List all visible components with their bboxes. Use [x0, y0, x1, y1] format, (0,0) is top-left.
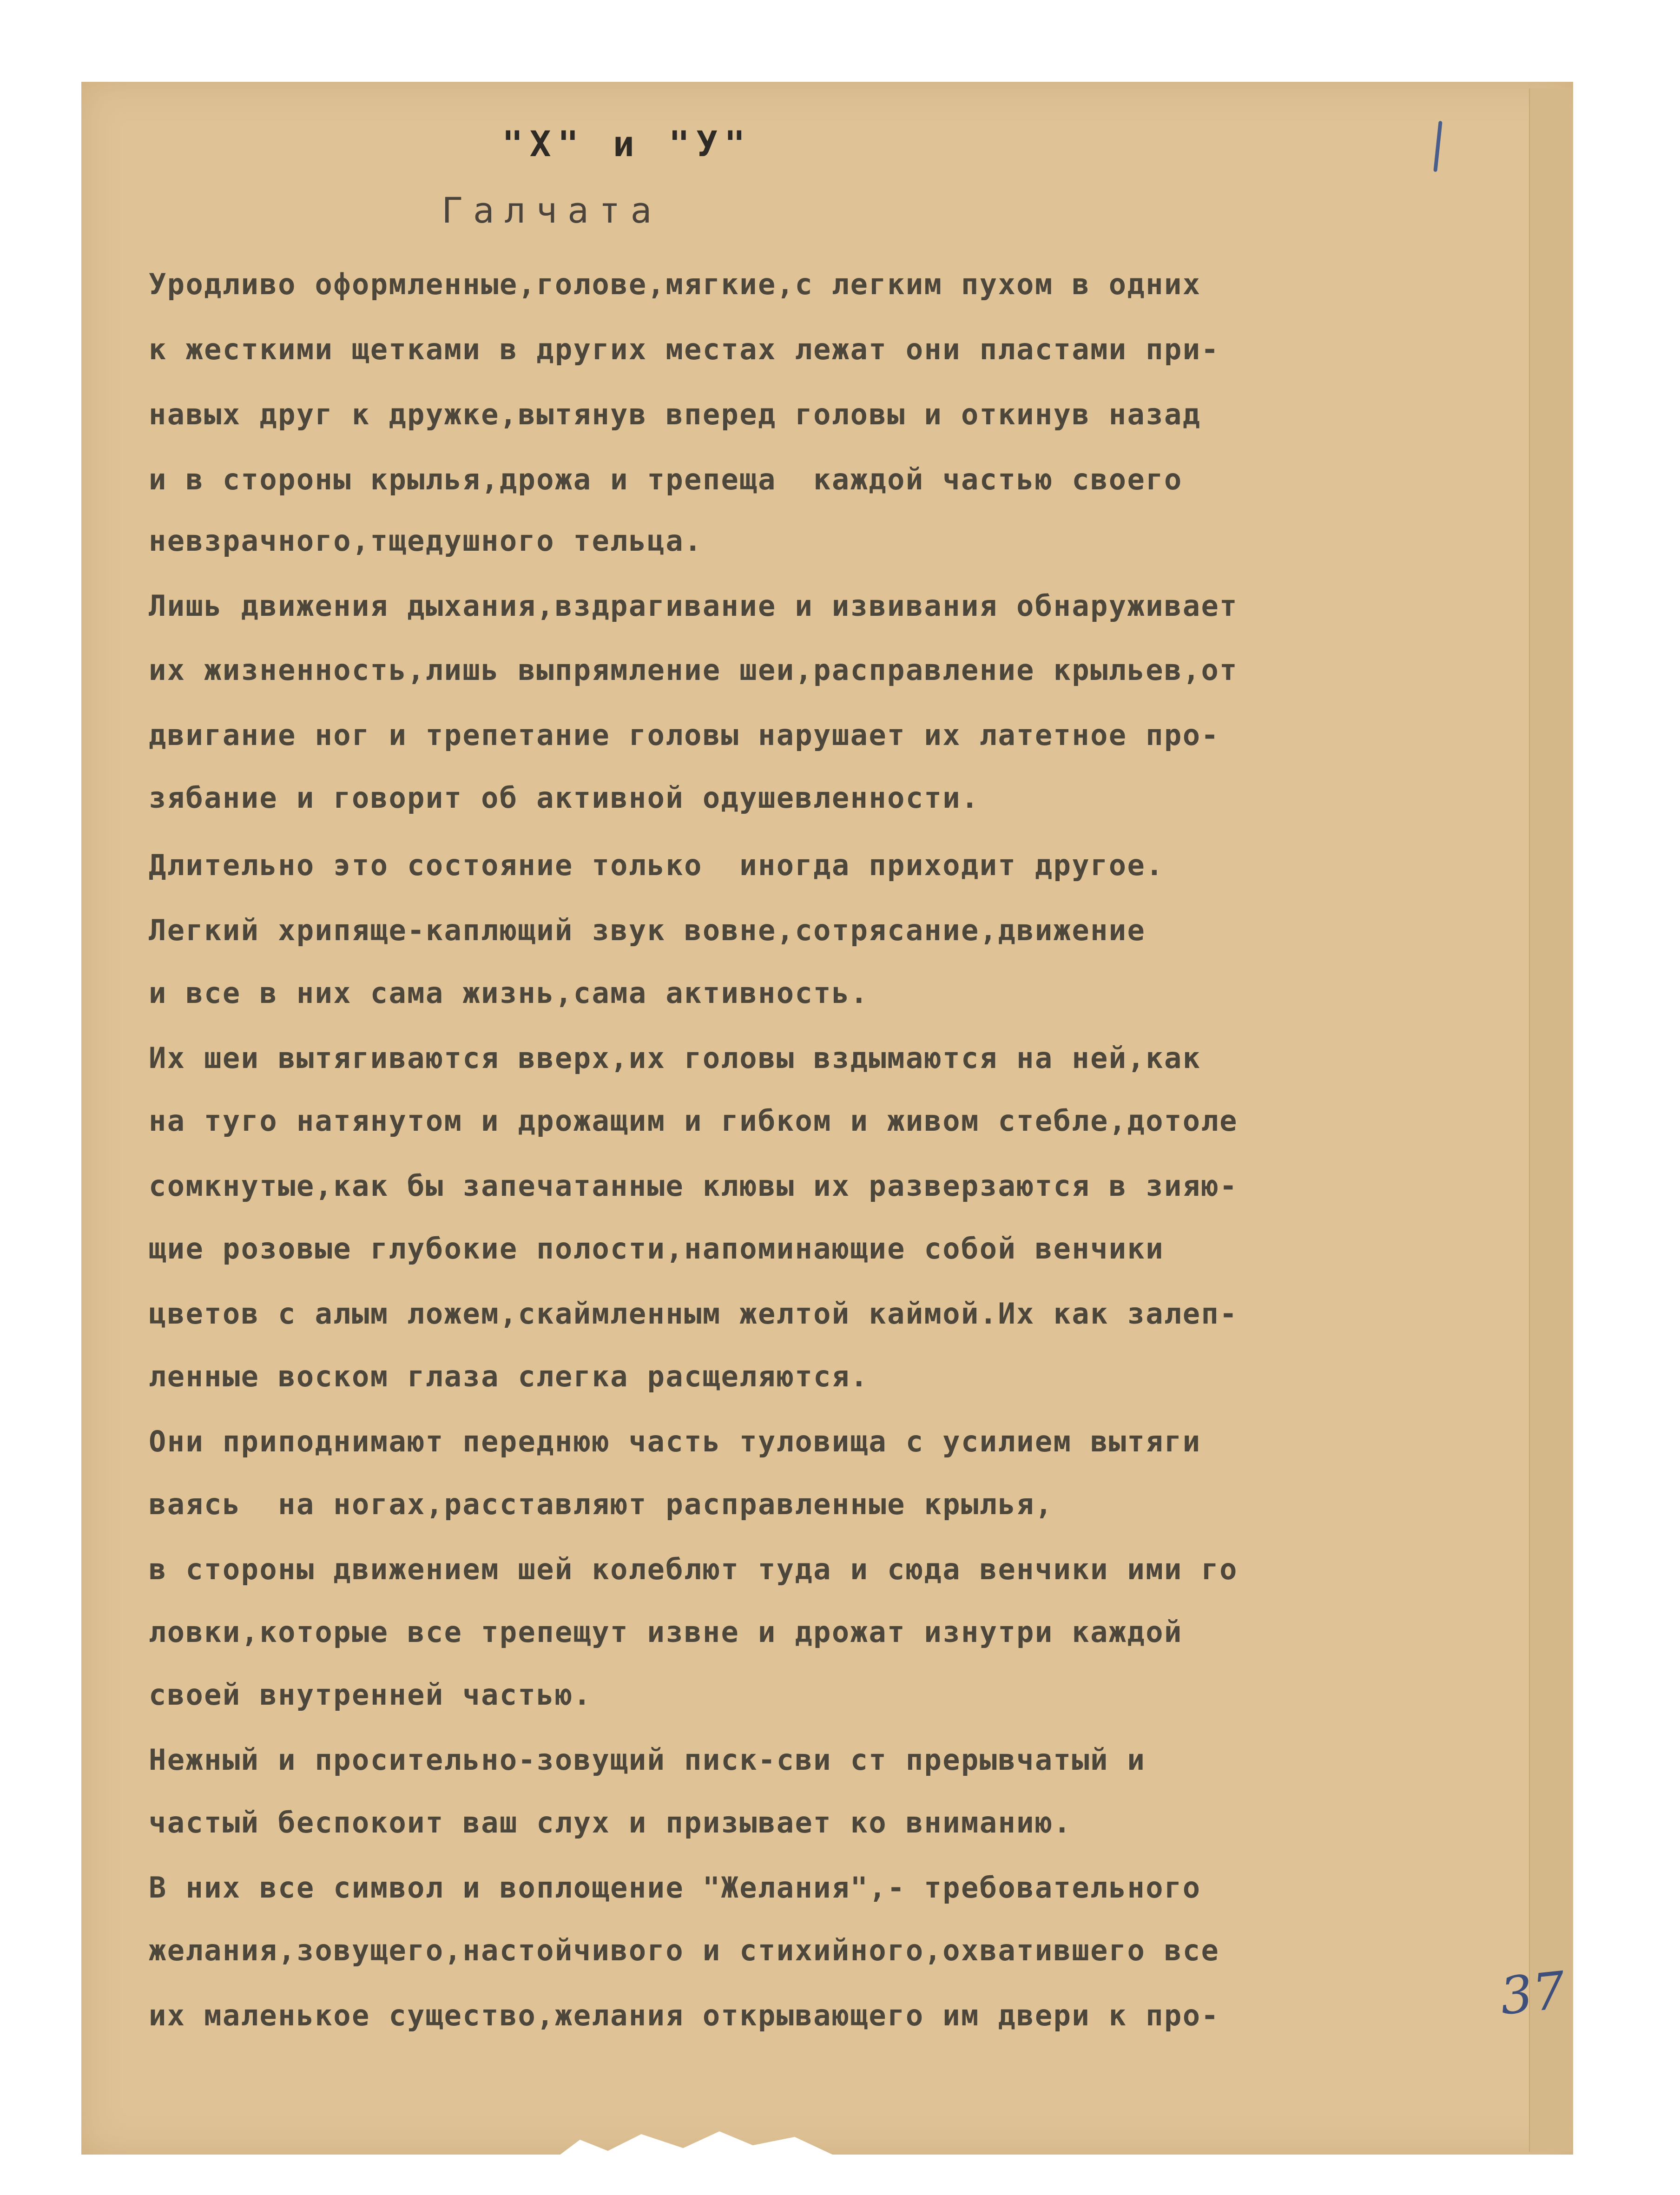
text-line: Они приподнимают переднюю часть туловища с усилием вытяги — [149, 1424, 1201, 1458]
text-line: желания,зовущего,настойчивого и стихийного,охватившего все — [149, 1933, 1220, 1967]
text-line: невзрачного,тщедушного тельца. — [149, 524, 703, 558]
text-line: их маленькое существо,желания открывающего им двери к про- — [149, 1998, 1220, 2032]
text-line: к жесткими щетками в других местах лежат они пластами при- — [149, 332, 1220, 366]
text-line: Легкий хрипяще-каплющий звук вовне,сотрясание,движение — [149, 913, 1146, 947]
document-subtitle: Галчата — [441, 190, 662, 231]
text-line: в стороны движением шей колеблют туда и сюда венчики ими го — [149, 1552, 1238, 1586]
text-line: навых друг к дружке,вытянув вперед головы и откинув назад — [149, 397, 1201, 431]
text-line: Их шеи вытягиваются вверх,их головы вздымаются на ней,как — [149, 1041, 1201, 1075]
text-line: ловки,которые все трепещут извне и дрожат изнутри каждой — [149, 1615, 1183, 1649]
text-line: их жизненность,лишь выпрямление шеи,расправление крыльев,от — [149, 653, 1238, 687]
text-line: на туго натянутом и дрожащим и гибком и живом стебле,дотоле — [149, 1104, 1238, 1138]
text-line: Нежный и просительно-зовущий писк-сви ст прерывчатый и — [149, 1743, 1146, 1777]
text-line: двигание ног и трепетание головы нарушает их латетное про- — [149, 718, 1220, 752]
text-line: Уродливо оформленные,голове,мягкие,с легким пухом в одних — [149, 267, 1201, 301]
underlying-sheet-edge — [1529, 88, 1572, 2152]
text-line: ленные воском глаза слегка расщеляются. — [149, 1359, 869, 1393]
text-line: ваясь на ногах,расставляют расправленные крылья, — [149, 1487, 1054, 1521]
text-line: и все в них сама жизнь,сама активность. — [149, 976, 869, 1010]
text-line: В них все символ и воплощение "Желания",- требовательного — [149, 1871, 1201, 1905]
page-number: 37 — [1497, 1960, 1568, 2026]
text-line: и в стороны крылья,дрожа и трепеща каждой частью своего — [149, 462, 1183, 496]
text-line: цветов с алым ложем,скаймленным желтой каймой.Их как залеп- — [149, 1297, 1238, 1331]
document-title: "Х" и "У" — [502, 123, 752, 165]
text-line: щие розовые глубокие полости,напоминающие собой венчики — [149, 1232, 1164, 1266]
text-line: Лишь движения дыхания,вздрагивание и извивания обнаруживает — [149, 589, 1238, 623]
text-line: Длительно это состояние только иногда приходит другое. — [149, 848, 1164, 882]
text-line: сомкнутые,как бы запечатанные клювы их разверзаются в зияю- — [149, 1169, 1238, 1203]
text-line: своей внутренней частью. — [149, 1678, 592, 1712]
text-line: зябание и говорит об активной одушевленности. — [149, 781, 980, 815]
text-line: частый беспокоит ваш слух и призывает ко вниманию. — [149, 1806, 1072, 1839]
